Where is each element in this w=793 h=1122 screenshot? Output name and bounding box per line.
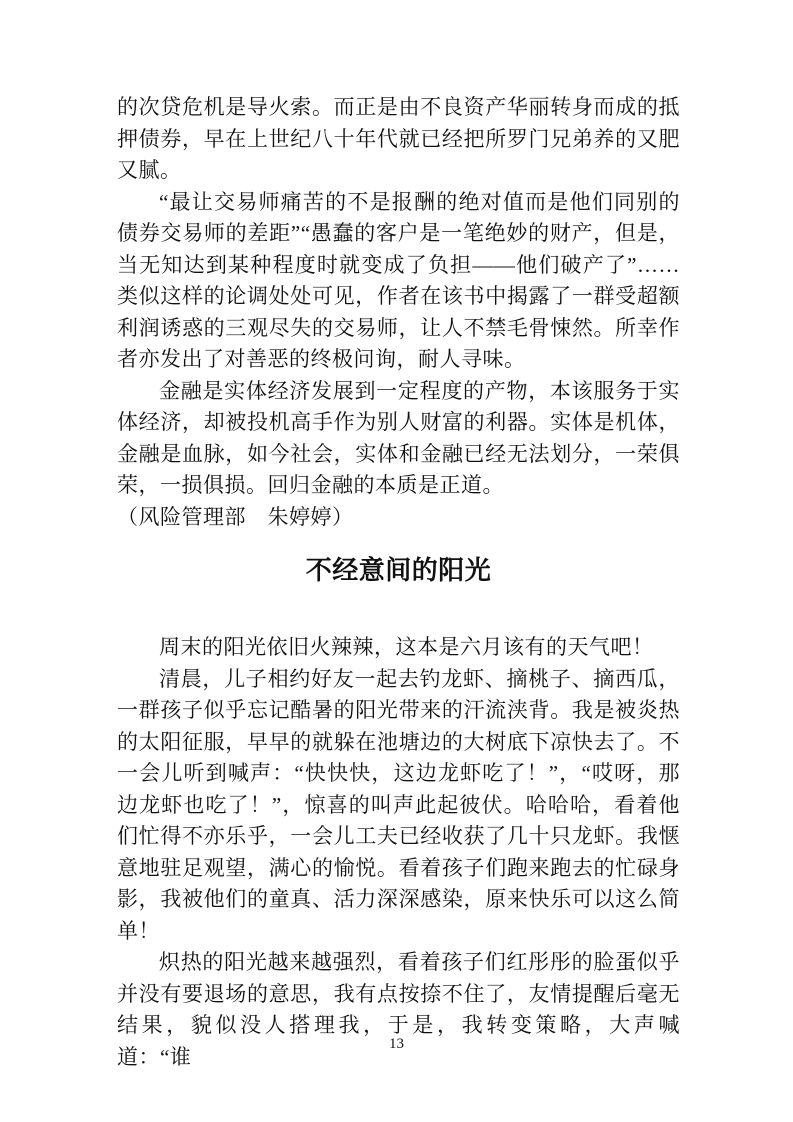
finance-paragraph-continuation: 的次贷危机是导火索。而正是由不良资产华丽转身而成的抵押债券，早在上世纪八十年代就已经把所罗门兄弟养的又肥又腻。 xyxy=(117,95,680,182)
sunshine-paragraph-noon: 炽热的阳光越来越强烈，看着孩子们红彤彤的脸蛋似乎并没有要退场的意思，我有点按捺不住了，友情提醒后毫无结果，貌似没人搭理我，于是，我转变策略，大声喊道：“谁 xyxy=(117,950,680,1069)
essay-title: 不经意间的阳光 xyxy=(305,556,492,585)
sunshine-article-body xyxy=(117,632,680,1073)
sunshine-paragraph-morning: 清晨，儿子相约好友一起去钓龙虾、摘桃子、摘西瓜，一群孩子似乎忘记酷暑的阳光带来的汗流浃背。我是被炎热的太阳征服，早早的就躲在池塘边的大树底下凉快去了。不一会儿听到喊声：“快快快，这边龙虾吃了！”，“哎呀，那边龙虾也吃了！”，惊喜的叫声此起彼伏。哈哈哈，看着他们忙得不亦乐乎，一会儿工夫已经收获了几十只龙虾。我惬意地驻足观望，满心的愉悦。看着孩子们跑来跑去的忙碌身影，我被他们的童真、活力深深感染，原来快乐可以这么简单！ xyxy=(117,666,680,943)
finance-article-body xyxy=(117,92,680,533)
page-number: 13 xyxy=(389,1036,404,1052)
finance-paragraph-quotes: “最让交易师痛苦的不是报酬的绝对值而是他们同别的债券交易师的差距”“愚蠢的客户是一笔绝妙的财产，但是，当无知达到某种程度时就变成了负担——他们破产了”……类似这样的论调处处可见，作者在该书中揭露了一群受超额利润诱惑的三观尽失的交易师，让人不禁毛骨悚然。所幸作者亦发出了对善恶的终极问询，耐人寻味。 xyxy=(117,189,680,371)
finance-paragraph-conclusion: 金融是实体经济发展到一定程度的产物，本该服务于实体经济，却被投机高手作为别人财富的利器。实体是机体，金融是血脉，如今社会，实体和金融已经无法划分，一荣俱荣，一损俱损。回归金融的本质是正道。 xyxy=(117,378,680,497)
sunshine-paragraph-opening: 周末的阳光依旧火辣辣，这本是六月该有的天气吧！ xyxy=(159,635,654,659)
author-attribution: （风险管理部 朱婷婷） xyxy=(117,504,354,529)
